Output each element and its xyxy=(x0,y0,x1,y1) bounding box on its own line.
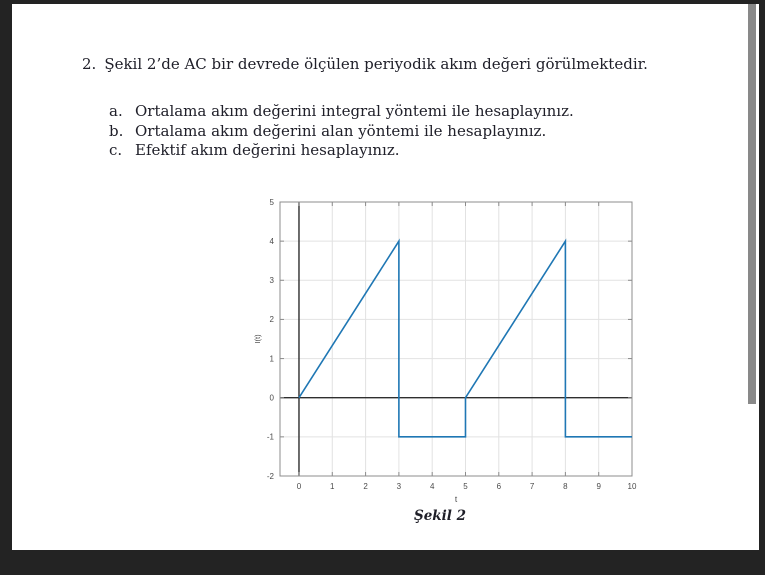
svg-text:3: 3 xyxy=(269,276,274,286)
figure-container xyxy=(230,190,650,510)
svg-text:9: 9 xyxy=(596,482,601,491)
svg-text:-1: -1 xyxy=(266,432,274,442)
problem-number: 2. xyxy=(82,55,97,73)
list-item xyxy=(109,141,574,161)
svg-text:7: 7 xyxy=(529,482,535,491)
problem-block xyxy=(82,55,682,74)
item-text: Efektif akım değerini hesaplayınız. xyxy=(135,141,400,159)
svg-text:6: 6 xyxy=(496,482,502,491)
svg-text:10: 10 xyxy=(627,482,637,491)
list-item xyxy=(109,102,574,122)
item-marker: c. xyxy=(109,141,123,159)
svg-text:1: 1 xyxy=(269,354,274,364)
scrollbar-handle[interactable] xyxy=(748,4,756,404)
svg-text:-2: -2 xyxy=(266,471,274,481)
svg-text:1: 1 xyxy=(330,482,335,491)
item-marker: b. xyxy=(109,121,124,140)
svg-text:8: 8 xyxy=(563,482,568,491)
current-waveform-chart xyxy=(230,190,650,510)
svg-text:0: 0 xyxy=(296,482,302,491)
document-page xyxy=(12,4,759,550)
svg-text:0: 0 xyxy=(269,393,274,403)
x-axis-label: t xyxy=(454,494,458,504)
svg-text:4: 4 xyxy=(429,482,435,491)
svg-text:4: 4 xyxy=(269,236,274,246)
item-text: Ortalama akım değerini integral yöntemi ile hesaplayınız. xyxy=(135,102,574,120)
item-marker: a. xyxy=(109,102,123,120)
y-axis-label: I(t) xyxy=(253,334,262,344)
problem-heading xyxy=(82,55,682,74)
svg-text:2: 2 xyxy=(363,482,368,491)
item-text: Ortalama akım değerini alan yöntemi ile hesaplayınız. xyxy=(135,121,547,140)
scrollbar-track[interactable] xyxy=(746,4,759,550)
problem-statement: Şekil 2’de AC bir devrede ölçülen periyodik akım değeri görülmektedir. xyxy=(104,55,648,73)
svg-text:2: 2 xyxy=(269,315,274,325)
figure-caption: Şekil 2 xyxy=(413,508,467,524)
problem-items xyxy=(109,102,574,161)
list-item xyxy=(109,122,574,142)
svg-text:5: 5 xyxy=(463,482,468,491)
svg-text:3: 3 xyxy=(396,482,402,491)
svg-text:5: 5 xyxy=(269,197,274,207)
